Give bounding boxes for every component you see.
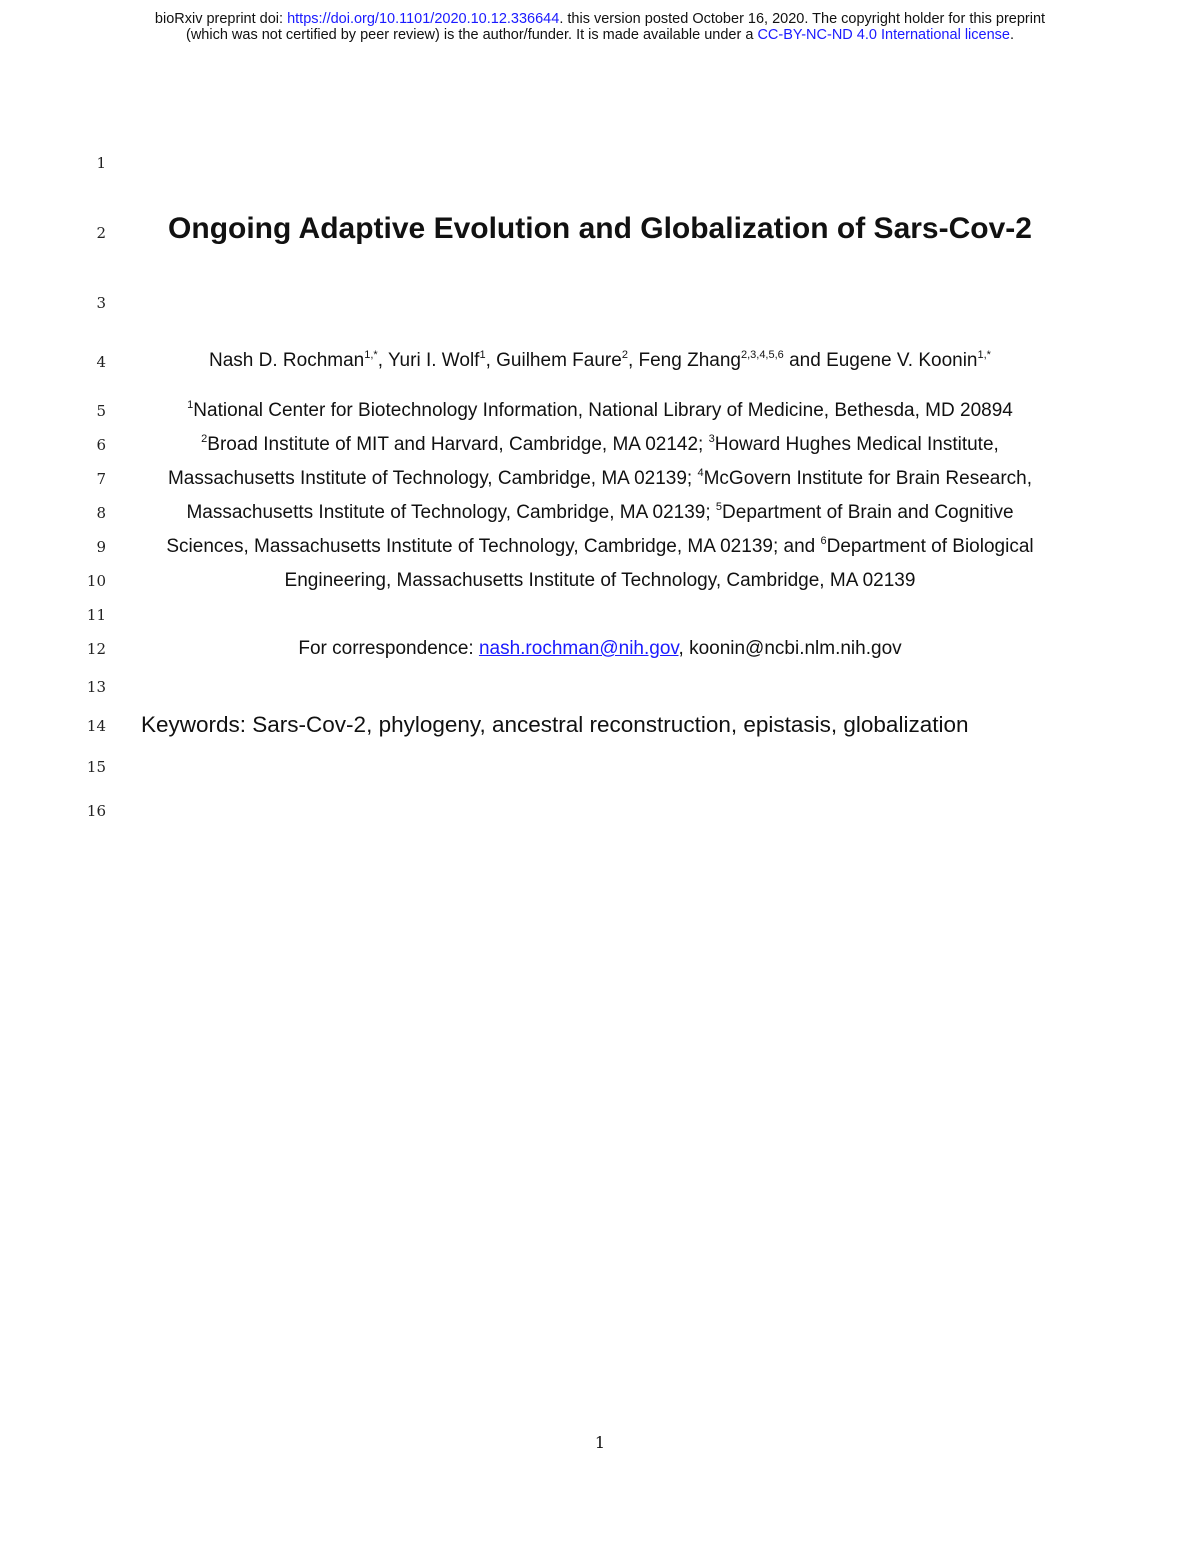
preprint-header-line2 [0,27,1200,43]
email-text: koonin@ncbi.nlm.nih.gov [689,638,902,659]
affiliation-number: 6 [820,535,827,547]
line-number: 6 [96,436,106,454]
correspondence-label: For correspondence: [298,638,479,659]
affiliation-text: National Center for Biotechnology Information, National Library of Medicine, Bethesda, MD 20894 [193,400,1013,421]
affiliation-number: 1 [187,399,194,411]
affiliation-line [0,468,1200,490]
line-number: 9 [96,538,106,556]
line-number: 4 [96,353,106,371]
paper-title: Ongoing Adaptive Evolution and Globalization of Sars-Cov-2 [168,212,1032,245]
header-text: . this version posted October 16, 2020. The copyright holder for this preprint [559,11,1046,27]
header-text: bioRxiv preprint doi: [154,11,288,27]
affiliation-line [0,570,1200,592]
line-number: 2 [96,224,106,242]
separator: , [485,350,497,371]
line-number: 1 [96,154,106,172]
author-name: Guilhem Faure [496,350,622,371]
line-number: 8 [96,504,106,522]
line-number: 12 [86,640,106,658]
affiliation-line [0,536,1200,558]
affiliation-text: Engineering, Massachusetts Institute of Technology, Cambridge, MA 02139 [284,570,916,591]
line-number: 16 [86,802,106,820]
header-text: . [1009,27,1014,43]
line-number: 7 [96,470,106,488]
line-number: 3 [96,294,106,312]
author-name: Feng Zhang [638,350,741,371]
email-link[interactable]: nash.rochman@nih.gov [478,638,679,659]
doi-link[interactable]: https://doi.org/10.1101/2020.10.12.336644 [287,11,560,27]
separator: , [678,638,690,659]
affiliation-number: 5 [715,501,723,513]
keywords: Keywords: Sars-Cov-2, phylogeny, ancestral reconstruction, epistasis, globalization [141,712,969,737]
affiliation-number: 4 [697,467,704,479]
affiliation-text: Howard Hughes Medical Institute, [714,434,999,455]
affiliation-text: McGovern Institute for Brain Research, [703,468,1033,489]
separator: , [627,350,639,371]
affiliation-line [0,400,1200,422]
affiliation-text: Broad Institute of MIT and Harvard, Cambridge, MA 02142; [207,434,709,455]
separator: , [377,350,388,371]
author-name: Yuri I. Wolf [387,350,480,371]
line-number: 5 [96,402,106,420]
affiliation-text: Sciences, Massachusetts Institute of Technology, Cambridge, MA 02139; and [166,536,821,557]
affiliation-number: 2 [201,433,208,445]
affiliation-line [0,434,1200,456]
author-affiliation: 2,3,4,5,6 [740,349,784,361]
header-text: (which was not certified by peer review) is the author/funder. It is made available under a [186,27,758,43]
line-number: 13 [86,678,106,696]
author-affiliation: 1,* [977,349,991,361]
license-link[interactable]: CC-BY-NC-ND 4.0 International license [757,27,1010,43]
affiliation-text: Department of Brain and Cognitive [722,502,1014,523]
author-affiliation: 2 [621,349,628,361]
affiliation-text: Massachusetts Institute of Technology, Cambridge, MA 02139; [167,468,698,489]
line-number: 15 [86,758,106,776]
page-number: 1 [594,1433,606,1452]
separator: and [783,350,827,371]
preprint-header-line1 [0,11,1200,27]
affiliation-text: Department of Biological [826,536,1034,557]
line-number: 10 [86,572,106,590]
correspondence-line [0,638,1200,660]
line-number: 11 [86,606,106,624]
author-name: Eugene V. Koonin [826,350,978,371]
author-affiliation: 1 [479,349,486,361]
line-number: 14 [86,717,106,735]
affiliation-text: Massachusetts Institute of Technology, Cambridge, MA 02139; [186,502,716,523]
affiliation-line [0,502,1200,524]
author-name: Nash D. Rochman [209,350,365,371]
author-affiliation: 1,* [364,349,378,361]
affiliation-number: 3 [708,433,715,445]
author-list [0,350,1200,372]
